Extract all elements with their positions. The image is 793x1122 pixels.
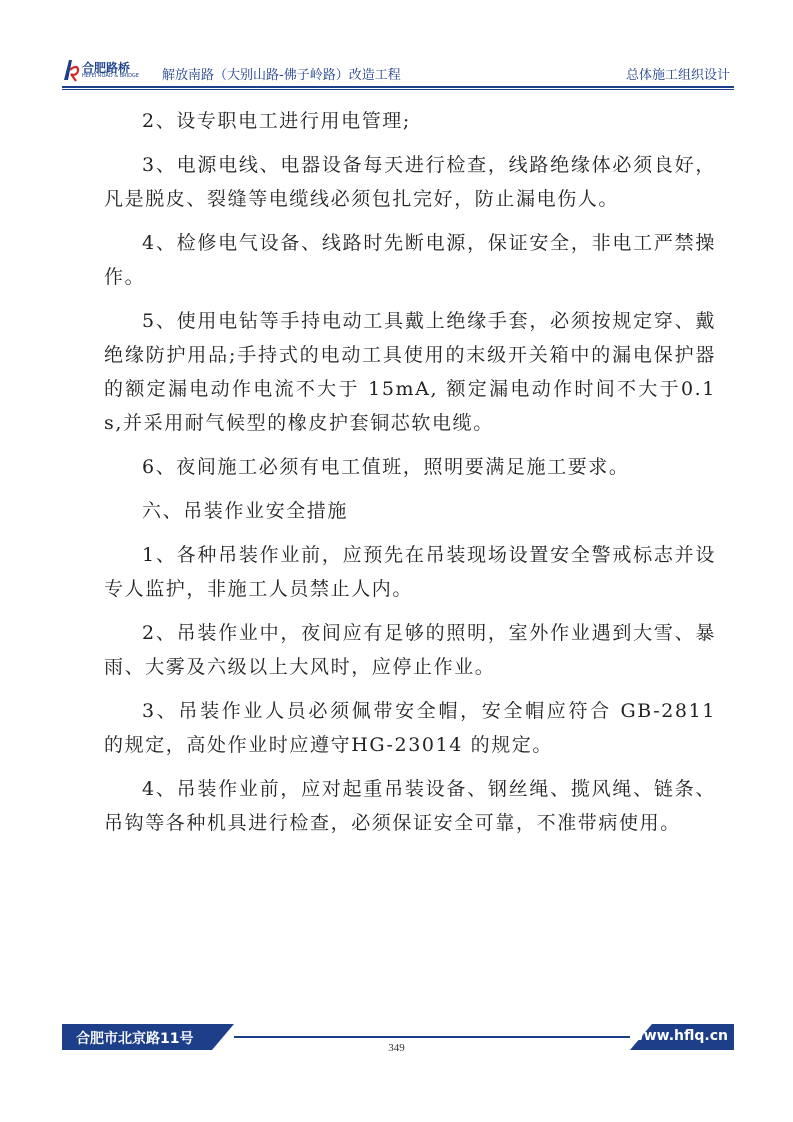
paragraph: 1、各种吊装作业前，应预先在吊装现场设置安全警戒标志并设专人监护，非施工人员禁止人内。 [104,544,716,600]
logo-subtext: HEFEI ROAD & BRIDGE [82,73,139,79]
paragraph: 2、吊装作业中，夜间应有足够的照明，室外作业遇到大雪、暴雨、大雾及六级以上大风时，应停止作业。 [104,622,716,678]
footer-website: www.hflq.cn [630,1028,728,1044]
document-title: 总体施工组织设计 [625,68,730,83]
logo-mark-icon [62,58,80,82]
page-header [62,56,734,90]
paragraph: 4、吊装作业前，应对起重吊装设备、钢丝绳、揽风绳、链条、吊钩等各种机具进行检查，必须保证安全可靠，不准带病使用。 [104,778,716,834]
company-logo [62,58,154,84]
document-body [104,104,716,850]
logo-text: 合肥路桥 [82,61,131,75]
footer-divider [234,1036,630,1038]
paragraph: 2、设专职电工进行用电管理; [142,110,411,132]
header-rule [62,86,734,90]
footer-address: 合肥市北京路11号 [76,1031,194,1047]
paragraph: 6、夜间施工必须有电工值班，照明要满足施工要求。 [142,456,630,478]
paragraph: 4、检修电气设备、线路时先断电源，保证安全，非电工严禁操作。 [104,232,716,288]
project-title: 解放南路（大别山路-佛子岭路）改造工程 [162,68,401,83]
section-heading: 六、吊装作业安全措施 [142,500,349,522]
page-number: 349 [388,1042,405,1054]
paragraph: 3、电源电线、电器设备每天进行检查，线路绝缘体必须良好，凡是脱皮、裂缝等电缆线必须包扎完好，防止漏电伤人。 [104,154,716,210]
paragraph: 3、吊装作业人员必须佩带安全帽，安全帽应符合 GB-2811 的规定，高处作业时应遵守HG-23014 的规定。 [104,700,716,756]
paragraph: 5、使用电钻等手持电动工具戴上绝缘手套，必须按规定穿、戴绝缘防护用品;手持式的电动工具使用的末级开关箱中的漏电保护器的额定漏电动作电流不大于 15mA, 额定漏电动作时间不大于0.1s,并采用耐气候型的橡皮护套铜芯软电缆。 [104,310,716,434]
